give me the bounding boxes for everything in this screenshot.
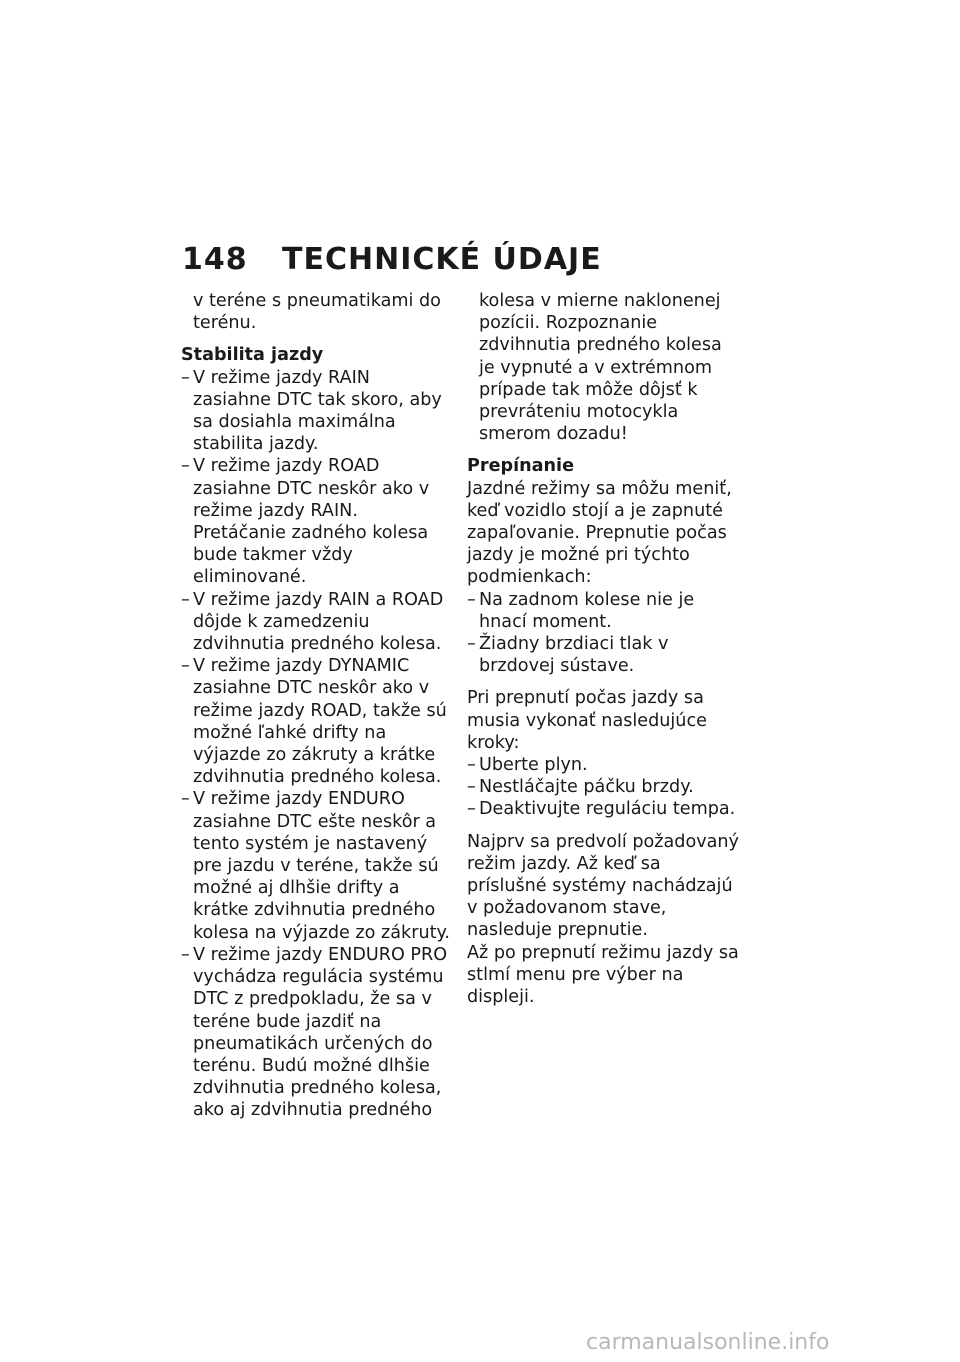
list-item-text: Nestláčajte páčku brzdy. (479, 777, 694, 798)
watermark: carmanualsonline.info (586, 1330, 830, 1355)
list-item (467, 776, 742, 798)
list-item (467, 589, 742, 633)
page-header (182, 242, 602, 277)
dash-marker: – (181, 656, 190, 677)
paragraph: Až po prepnutí režimu jazdy sa stlmí menu pre výber na displeji. (467, 942, 739, 1008)
list-item-text: Deaktivujte reguláciu tempa. (479, 799, 736, 820)
intro-text: v teréne s pneumatikami do terénu. (193, 291, 441, 334)
dash-marker: – (467, 799, 476, 820)
list-item (181, 655, 451, 788)
list-item-text: V režime jazdy RAIN a ROAD dôjde k zamedzeniu zdvihnutia predného kolesa. (193, 589, 444, 655)
paragraph: Najprv sa predvolí požadovaný režim jazdy. Až keď sa príslušné systémy nachádzajú v požadovanom stave, nasleduje prepnutie. (467, 831, 739, 941)
dash-marker: – (467, 634, 476, 655)
list-item-text: V režime jazdy ENDURO PRO vychádza regulácia systému DTC z predpokladu, že sa v teréne bude jazdiť na pneumatikách určených do terénu. Budú možné dlhšie zdvihnutia predného kolesa, ako aj zdvihnutia predného (193, 944, 448, 1121)
dash-marker: – (467, 755, 476, 776)
dash-marker: – (181, 589, 190, 610)
list-item-text: V režime jazdy DYNAMIC zasiahne DTC neskôr ako v režime jazdy ROAD, takže sú možné ľahké drifty na výjazde zo zákruty a krátke zdvihnutia predného kolesa. (193, 656, 447, 788)
page-number: 148 (182, 242, 248, 277)
list-item-text: Na zadnom kolese nie je hnací moment. (479, 589, 695, 632)
dash-marker: – (181, 789, 190, 810)
left-column (181, 290, 451, 1122)
list-item (181, 455, 451, 588)
dash-marker: – (467, 777, 476, 798)
list-item (181, 589, 451, 656)
paragraph: Pri prepnutí počas jazdy sa musia vykonať nasledujúce kroky: (467, 688, 707, 753)
dash-marker: – (181, 456, 190, 477)
list-item-text: Uberte plyn. (479, 755, 588, 776)
list-item-text: Žiadny brzdiaci tlak v brzdovej sústave. (479, 634, 669, 677)
list-item-text: V režime jazdy ROAD zasiahne DTC neskôr ako v režime jazdy RAIN. Pretáčanie zadného kolesa bude takmer vždy eliminované. (193, 456, 430, 588)
section-heading-stability: Stabilita jazdy (181, 345, 324, 366)
page-title: TECHNICKÉ ÚDAJE (282, 242, 602, 277)
list-item (181, 367, 451, 456)
list-item (467, 633, 742, 677)
list-item (181, 944, 451, 1122)
section-heading-switching: Prepínanie (467, 456, 575, 477)
list-item-text: V režime jazdy RAIN zasiahne DTC tak skoro, aby sa dosiahla maximálna stabilita jazdy. (193, 367, 442, 455)
right-column (467, 290, 742, 1008)
list-item-text: V režime jazdy ENDURO zasiahne DTC ešte neskôr a tento systém je nastavený pre jazdu v teréne, takže sú možné aj dlhšie drifty a krátke zdvihnutia predného kolesa na výjazde zo zákruty. (193, 789, 450, 943)
dash-marker: – (181, 944, 190, 965)
list-item (467, 754, 742, 776)
dash-marker: – (181, 367, 190, 388)
paragraph: Jazdné režimy sa môžu meniť, keď vozidlo stojí a je zapnuté zapaľovanie. Prepnutie počas jazdy je možné pri týchto podmienkach: (467, 478, 732, 588)
list-item (181, 788, 451, 943)
list-item (467, 798, 742, 820)
dash-marker: – (467, 589, 476, 610)
continuation-text: kolesa v mierne naklonenej pozícii. Rozpoznanie zdvihnutia predného kolesa je vypnuté a v extrémnom prípade tak môže dôjsť k prevráteniu motocykla smerom dozadu! (479, 291, 722, 445)
